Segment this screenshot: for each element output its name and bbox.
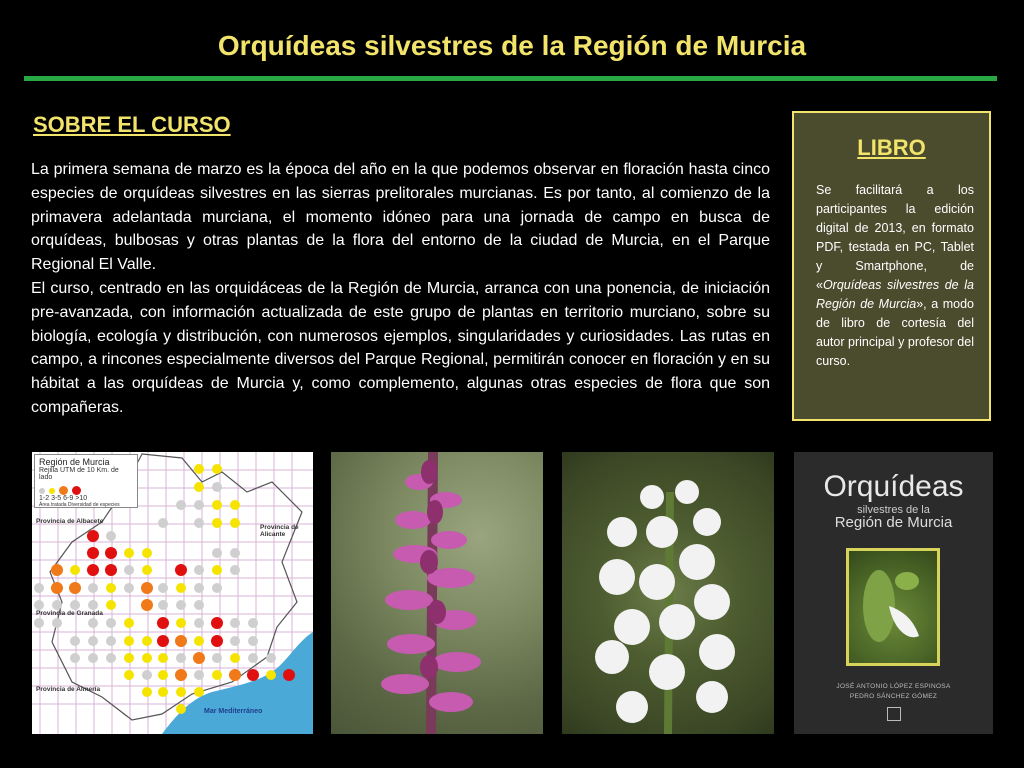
orchid-photo-pink xyxy=(331,452,543,734)
label-alicante: Provincia de Alicante xyxy=(260,524,299,538)
cover-subtitle-large: Región de Murcia xyxy=(834,514,953,531)
cover-subtitle-small: silvestres de la xyxy=(857,504,930,516)
legend-range-1: 1-2 xyxy=(39,495,50,502)
legend-note-diversity: Diversidad de especies xyxy=(67,502,120,508)
white-orchid-image xyxy=(562,452,774,734)
title-divider xyxy=(24,76,997,81)
legend-subtitle: Rejilla UTM de 10 Km. de lado xyxy=(39,467,119,481)
orchid-photo-white xyxy=(562,452,774,734)
legend-range-4: >10 xyxy=(75,495,88,502)
cover-author-2: PEDRO SÁNCHEZ GÓMEZ xyxy=(849,693,938,700)
legend-dot-grey xyxy=(39,488,45,494)
cover-title: Orquídeas xyxy=(823,470,964,503)
cover-orchid-graphic xyxy=(849,551,937,663)
legend-ranges xyxy=(39,495,133,502)
book-text-end: », a modo de libro de cortesía del autor principal y profesor del curso. xyxy=(816,297,974,368)
legend-title: Región de Murcia xyxy=(39,457,110,467)
legend-scale xyxy=(39,486,133,495)
label-albacete: Provincia de Albacete xyxy=(36,518,104,525)
legend-range-2: 3-5 xyxy=(51,495,62,502)
book-cover xyxy=(794,452,993,734)
course-description xyxy=(31,158,770,420)
legend-dot-yellow xyxy=(49,488,55,494)
cover-author-1: JOSÉ ANTONIO LÓPEZ ESPINOSA xyxy=(836,683,951,690)
legend-notes xyxy=(39,502,133,508)
course-heading: SOBRE EL CURSO xyxy=(33,112,231,137)
book-title-italic: Orquídeas silvestres de la Región de Murcia xyxy=(816,278,974,311)
pink-orchid-image xyxy=(331,452,543,734)
course-paragraph-2: El curso, centrado en las orquidáceas de la Región de Murcia, arranca con una ponencia, de iniciación pre-avanzada, con información actualizada de este grupo de plantas en territorio murciano, sobre su biología, ecología y distribución, con numerosos ejemplos, singularidades y curiosidades. Las rutas en campo, a rincones especialmente diversos del Parque Regional, permitirán conocer en floración y en su hábitat a las orquídeas de Murcia y, como complemento, algunas otras especies de flora que son compañeras. xyxy=(31,279,770,416)
map-legend xyxy=(34,454,138,508)
book-text xyxy=(816,181,974,371)
legend-dot-red xyxy=(72,486,81,495)
book-heading: LIBRO xyxy=(857,135,926,160)
label-almeria: Provincia de Almería xyxy=(36,686,101,693)
label-granada: Provincia de Granada xyxy=(36,610,103,617)
book-text-start: Se facilitará a los participantes la edición digital de 2013, en formato PDF, testada en PC, Tablet y Smartphone, de « xyxy=(816,183,974,292)
book-info-box xyxy=(792,111,991,421)
page-title: Orquídeas silvestres de la Región de Murcia xyxy=(217,30,807,61)
legend-dot-orange xyxy=(59,486,68,495)
publisher-logo-icon xyxy=(887,707,901,721)
cover-orchid-image xyxy=(846,548,940,666)
legend-range-3: 6-9 xyxy=(63,495,74,502)
cover-authors xyxy=(794,682,993,702)
course-paragraph-1: La primera semana de marzo es la época del año en la que podemos observar en floración hasta cinco especies de orquídeas silvestres en las sierras prelitorales murcianas. Es por tanto, al comienzo de la primavera adelantada murciana, el momento idóneo para una jornada de campo en busca de orquídeas, bulbosas y otras plantas de la flora del entorno de la ciudad de Murcia, en el Parque Regional El Valle. xyxy=(31,161,770,274)
label-sea: Mar Mediterráneo xyxy=(204,708,263,715)
legend-note-area: Área tratada xyxy=(39,502,67,508)
distribution-map xyxy=(32,452,313,734)
